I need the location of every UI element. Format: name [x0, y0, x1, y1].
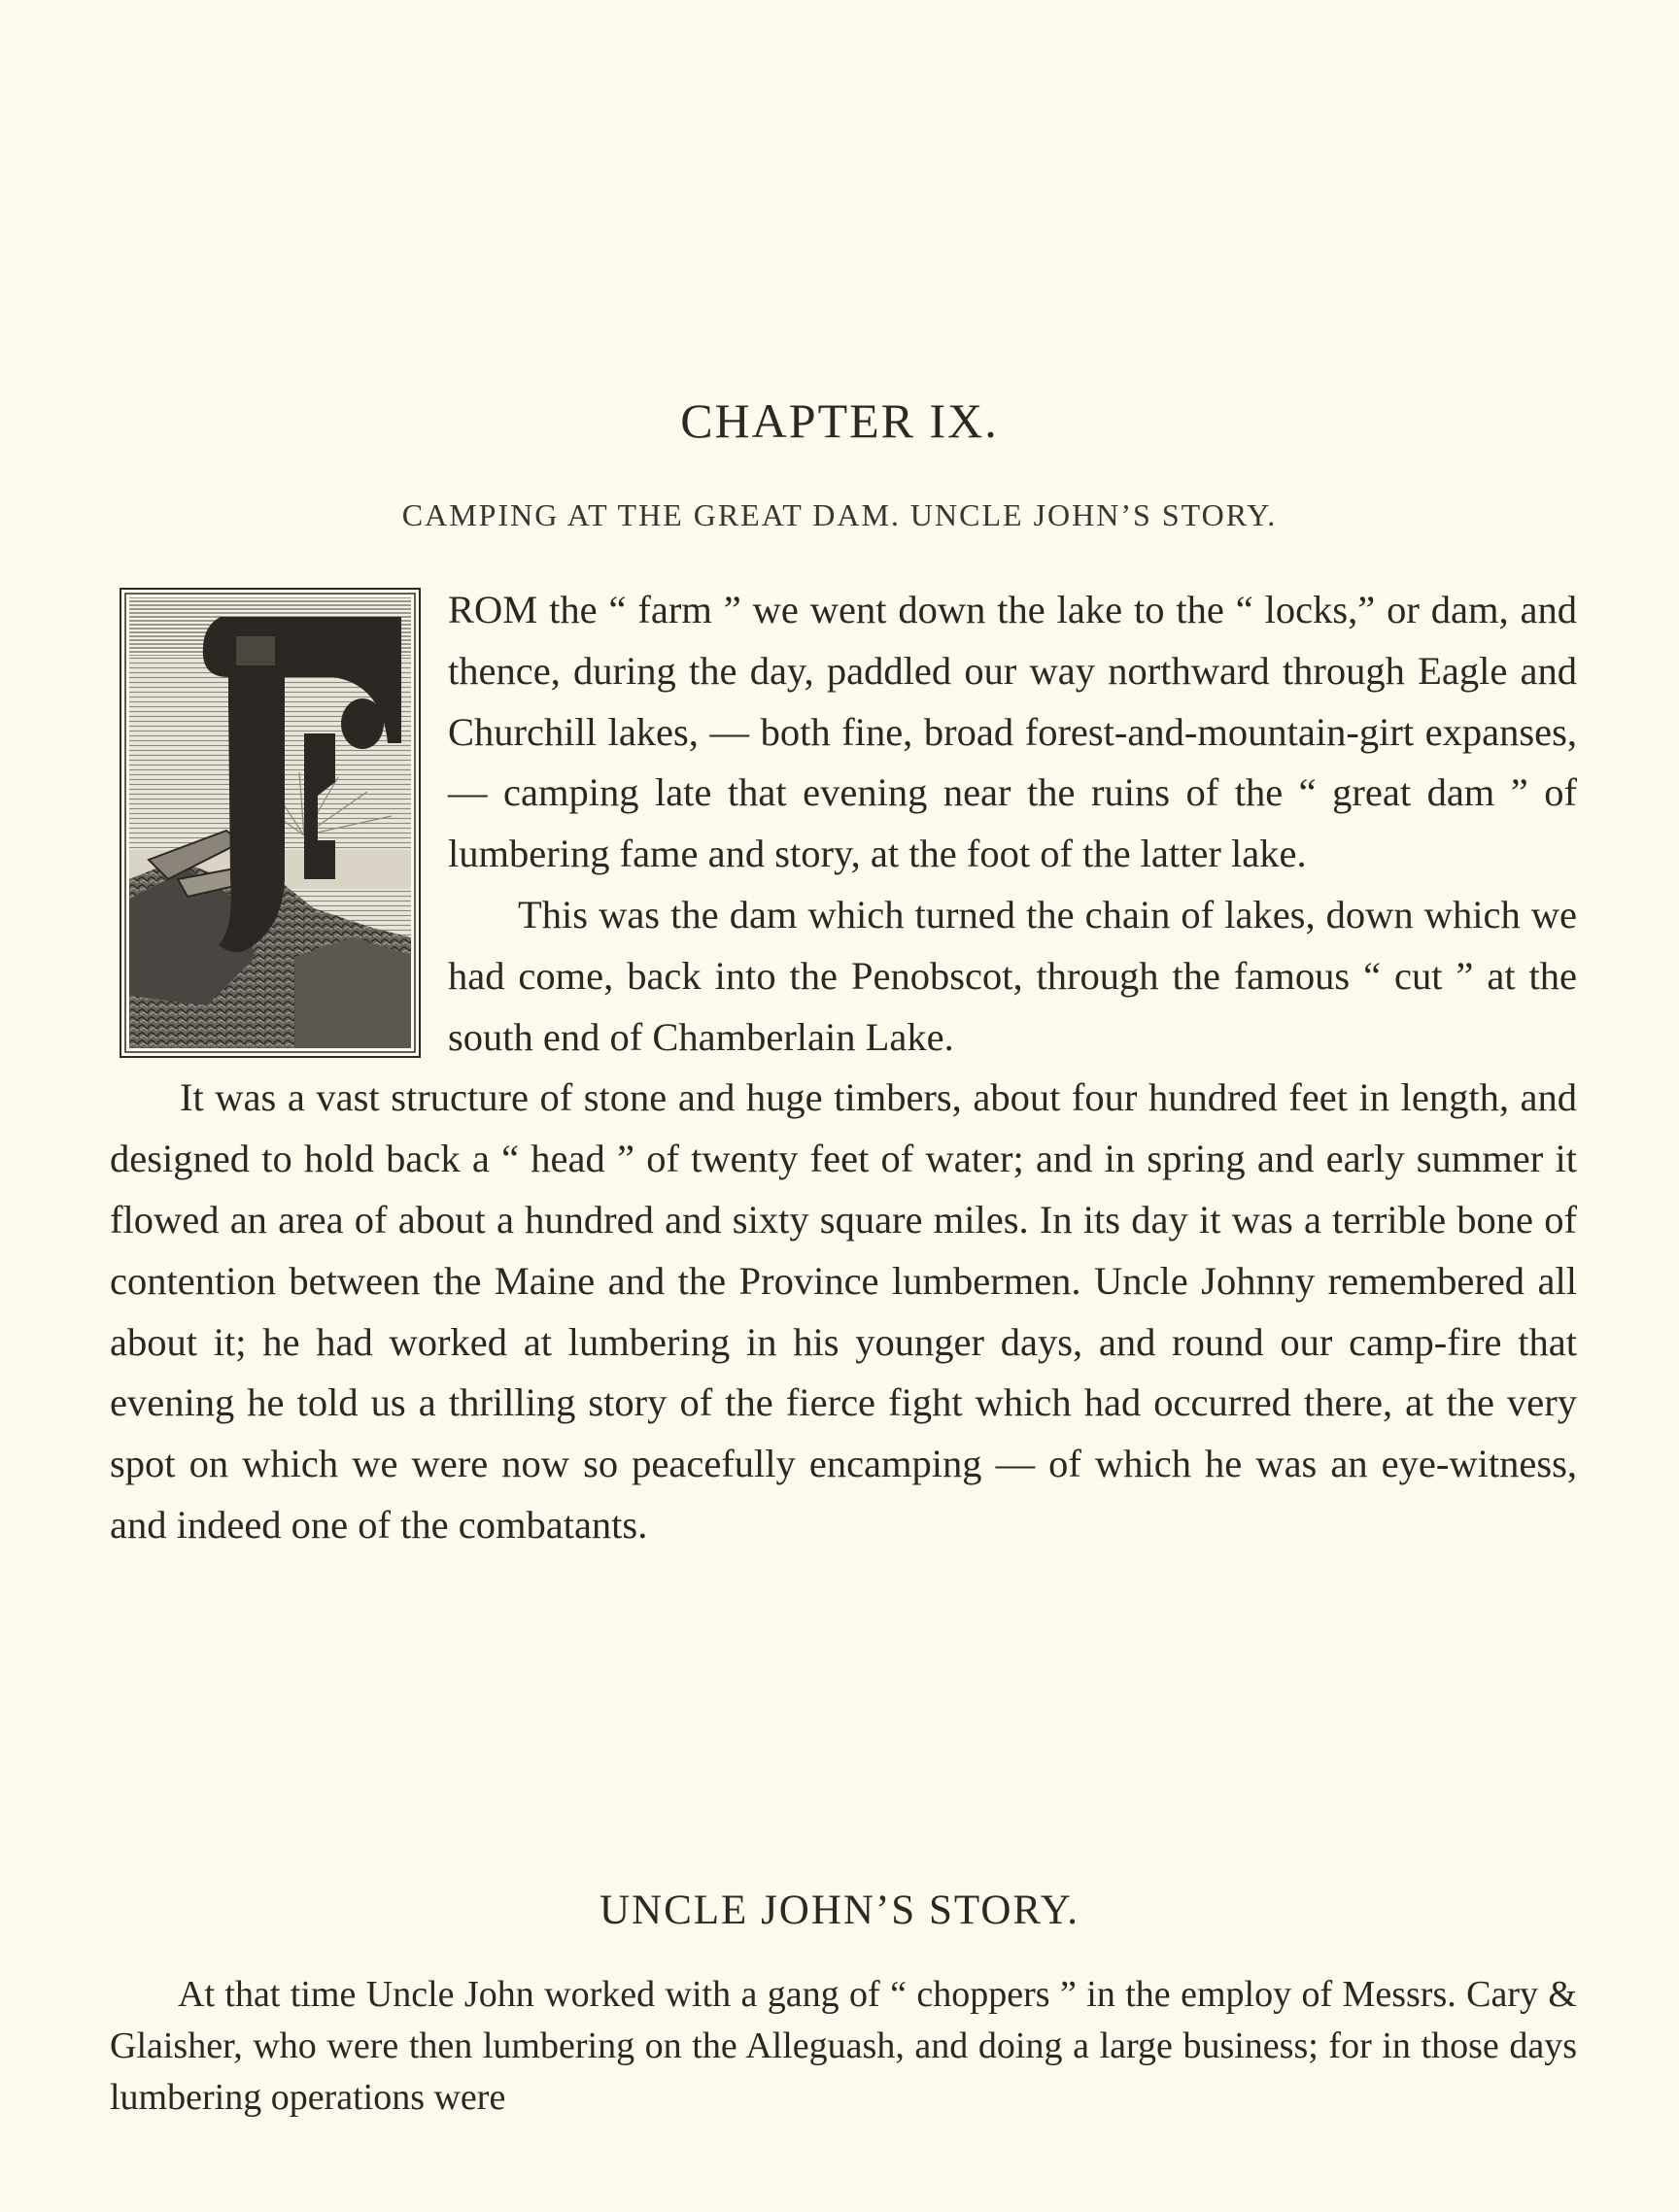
chapter-body: [110, 580, 1577, 1556]
paragraph-2: This was the dam which turned the chain of lakes, down which we had come, back into the Penobscot, through the famous “ cut ” at the south end of Chamberlain Lake.: [448, 892, 1577, 1059]
paragraph-3: It was a vast structure of stone and huge timbers, about four hundred feet in length, and designed to hold back a “ head ” of twenty feet of water; and in spring and early summer it flowed an area of about a hundred and sixty square miles. In its day it was a terrible bone of contention between the Maine and the Province lumbermen. Uncle Johnny remembered all about it; he had worked at lumbering in his younger days, and round our camp-fire that evening he told us a thrilling story of the fierce fight which had occurred there, at the very spot on which we were now so peacefully encamping — of which he was an eye-witness, and indeed one of the combatants.: [110, 1075, 1577, 1547]
chapter-subtitle: CAMPING AT THE GREAT DAM. UNCLE JOHN’S STORY.: [401, 497, 1278, 532]
story-body: [110, 1969, 1577, 2124]
story-paragraph-1: At that time Uncle John worked with a gang of “ choppers ” in the employ of Messrs. Cary & Glaisher, who were then lumbering on the Alleguash, and doing a large business; for in those days lumbering operations were: [110, 1974, 1577, 2118]
dropcap-illustration: [120, 588, 421, 1058]
paragraph-1: ROM the “ farm ” we went down the lake to the “ locks,” or dam, and thence, during the day, paddled our way northward through Eagle and Churchill lakes, — both fine, broad forest-and-mountain-girt expanses, — camping late that evening near the ruins of the “ great dam ” of lumbering fame and story, at the foot of the latter lake.: [448, 588, 1577, 876]
illustrated-dropcap: [120, 588, 421, 1058]
chapter-title: CHAPTER IX.: [680, 393, 999, 448]
story-heading: UNCLE JOHN’S STORY.: [600, 1888, 1079, 1933]
